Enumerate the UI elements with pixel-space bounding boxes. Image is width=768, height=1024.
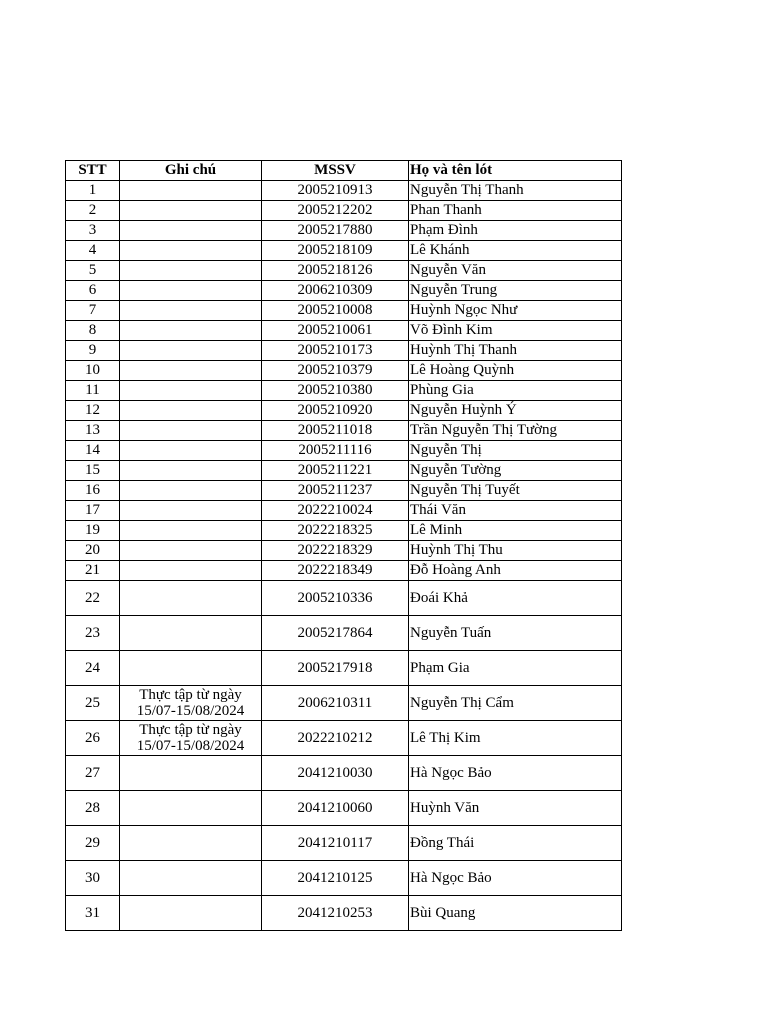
table-row bbox=[66, 616, 622, 651]
note-cell bbox=[120, 441, 262, 461]
mssv-cell: 2006210309 bbox=[262, 281, 409, 301]
header-name: Họ và tên lót bbox=[409, 161, 622, 181]
mssv-cell: 2005210380 bbox=[262, 381, 409, 401]
mssv-cell: 2005210008 bbox=[262, 301, 409, 321]
name-cell: Phùng Gia bbox=[409, 381, 622, 401]
table-row bbox=[66, 581, 622, 616]
name-cell: Nguyễn Thị Thanh bbox=[409, 181, 622, 201]
note-cell bbox=[120, 561, 262, 581]
mssv-cell: 2005210173 bbox=[262, 341, 409, 361]
name-cell: Nguyễn Thị Tuyết bbox=[409, 481, 622, 501]
mssv-cell: 2005210913 bbox=[262, 181, 409, 201]
stt-cell: 22 bbox=[66, 581, 120, 616]
mssv-cell: 2022218349 bbox=[262, 561, 409, 581]
mssv-cell: 2005217864 bbox=[262, 616, 409, 651]
name-cell: Phạm Đình bbox=[409, 221, 622, 241]
table-row bbox=[66, 261, 622, 281]
name-cell: Lê Hoàng Quỳnh bbox=[409, 361, 622, 381]
mssv-cell: 2041210253 bbox=[262, 896, 409, 931]
header-stt: STT bbox=[66, 161, 120, 181]
note-cell bbox=[120, 201, 262, 221]
table-row bbox=[66, 241, 622, 261]
note-cell bbox=[120, 616, 262, 651]
note-cell bbox=[120, 896, 262, 931]
stt-cell: 19 bbox=[66, 521, 120, 541]
stt-cell: 26 bbox=[66, 721, 120, 756]
header-mssv: MSSV bbox=[262, 161, 409, 181]
note-cell bbox=[120, 421, 262, 441]
note-cell bbox=[120, 826, 262, 861]
name-cell: Đỗ Hoàng Anh bbox=[409, 561, 622, 581]
table-row bbox=[66, 861, 622, 896]
note-cell bbox=[120, 381, 262, 401]
name-cell: Nguyễn Trung bbox=[409, 281, 622, 301]
stt-cell: 7 bbox=[66, 301, 120, 321]
table-row bbox=[66, 401, 622, 421]
mssv-cell: 2005210061 bbox=[262, 321, 409, 341]
name-cell: Nguyễn Văn bbox=[409, 261, 622, 281]
note-cell bbox=[120, 756, 262, 791]
stt-cell: 6 bbox=[66, 281, 120, 301]
mssv-cell: 2005210920 bbox=[262, 401, 409, 421]
mssv-cell: 2005217918 bbox=[262, 651, 409, 686]
table-row bbox=[66, 281, 622, 301]
mssv-cell: 2005218126 bbox=[262, 261, 409, 281]
stt-cell: 5 bbox=[66, 261, 120, 281]
table-row bbox=[66, 301, 622, 321]
mssv-cell: 2041210030 bbox=[262, 756, 409, 791]
name-cell: Trần Nguyễn Thị Tường bbox=[409, 421, 622, 441]
table-row bbox=[66, 441, 622, 461]
name-cell: Phạm Gia bbox=[409, 651, 622, 686]
stt-cell: 20 bbox=[66, 541, 120, 561]
name-cell: Huỳnh Ngọc Như bbox=[409, 301, 622, 321]
name-cell: Phan Thanh bbox=[409, 201, 622, 221]
stt-cell: 12 bbox=[66, 401, 120, 421]
name-cell: Thái Văn bbox=[409, 501, 622, 521]
mssv-cell: 2022210024 bbox=[262, 501, 409, 521]
stt-cell: 2 bbox=[66, 201, 120, 221]
note-cell bbox=[120, 521, 262, 541]
stt-cell: 24 bbox=[66, 651, 120, 686]
name-cell: Nguyễn Tuấn bbox=[409, 616, 622, 651]
stt-cell: 3 bbox=[66, 221, 120, 241]
table-row bbox=[66, 721, 622, 756]
mssv-cell: 2006210311 bbox=[262, 686, 409, 721]
table-row bbox=[66, 421, 622, 441]
stt-cell: 30 bbox=[66, 861, 120, 896]
stt-cell: 25 bbox=[66, 686, 120, 721]
note-cell bbox=[120, 861, 262, 896]
table-header bbox=[66, 161, 622, 181]
note-cell bbox=[120, 341, 262, 361]
mssv-cell: 2022210212 bbox=[262, 721, 409, 756]
name-cell: Đoái Khả bbox=[409, 581, 622, 616]
stt-cell: 27 bbox=[66, 756, 120, 791]
table-row bbox=[66, 201, 622, 221]
name-cell: Hà Ngọc Bảo bbox=[409, 756, 622, 791]
note-cell bbox=[120, 261, 262, 281]
table-row bbox=[66, 541, 622, 561]
name-cell: Huỳnh Thị Thu bbox=[409, 541, 622, 561]
name-cell: Lê Thị Kim bbox=[409, 721, 622, 756]
stt-cell: 17 bbox=[66, 501, 120, 521]
mssv-cell: 2005210379 bbox=[262, 361, 409, 381]
note-cell bbox=[120, 581, 262, 616]
table-row bbox=[66, 481, 622, 501]
table-row bbox=[66, 651, 622, 686]
mssv-cell: 2041210117 bbox=[262, 826, 409, 861]
name-cell: Bùi Quang bbox=[409, 896, 622, 931]
table-row bbox=[66, 361, 622, 381]
stt-cell: 21 bbox=[66, 561, 120, 581]
stt-cell: 29 bbox=[66, 826, 120, 861]
name-cell: Hà Ngọc Bảo bbox=[409, 861, 622, 896]
note-cell: Thực tập từ ngày 15/07-15/08/2024 bbox=[120, 721, 262, 756]
mssv-cell: 2041210060 bbox=[262, 791, 409, 826]
note-cell bbox=[120, 241, 262, 261]
mssv-cell: 2022218325 bbox=[262, 521, 409, 541]
table-body bbox=[66, 181, 622, 931]
note-cell bbox=[120, 321, 262, 341]
table-row bbox=[66, 381, 622, 401]
table-row bbox=[66, 501, 622, 521]
stt-cell: 1 bbox=[66, 181, 120, 201]
mssv-cell: 2005212202 bbox=[262, 201, 409, 221]
mssv-cell: 2005217880 bbox=[262, 221, 409, 241]
mssv-cell: 2005211221 bbox=[262, 461, 409, 481]
stt-cell: 4 bbox=[66, 241, 120, 261]
note-cell: Thực tập từ ngày 15/07-15/08/2024 bbox=[120, 686, 262, 721]
mssv-cell: 2041210125 bbox=[262, 861, 409, 896]
note-cell bbox=[120, 461, 262, 481]
name-cell: Lê Minh bbox=[409, 521, 622, 541]
stt-cell: 8 bbox=[66, 321, 120, 341]
stt-cell: 14 bbox=[66, 441, 120, 461]
student-table bbox=[65, 160, 622, 931]
mssv-cell: 2005211116 bbox=[262, 441, 409, 461]
name-cell: Nguyễn Thị bbox=[409, 441, 622, 461]
table-row bbox=[66, 686, 622, 721]
note-cell bbox=[120, 481, 262, 501]
name-cell: Nguyễn Huỳnh Ý bbox=[409, 401, 622, 421]
stt-cell: 11 bbox=[66, 381, 120, 401]
mssv-cell: 2022218329 bbox=[262, 541, 409, 561]
note-cell bbox=[120, 221, 262, 241]
table-row bbox=[66, 461, 622, 481]
stt-cell: 31 bbox=[66, 896, 120, 931]
table-row bbox=[66, 896, 622, 931]
table-row bbox=[66, 826, 622, 861]
name-cell: Huỳnh Văn bbox=[409, 791, 622, 826]
table-row bbox=[66, 321, 622, 341]
note-cell bbox=[120, 501, 262, 521]
stt-cell: 15 bbox=[66, 461, 120, 481]
mssv-cell: 2005210336 bbox=[262, 581, 409, 616]
stt-cell: 10 bbox=[66, 361, 120, 381]
table-row bbox=[66, 341, 622, 361]
table-row bbox=[66, 756, 622, 791]
table-row bbox=[66, 181, 622, 201]
name-cell: Nguyễn Thị Cẩm bbox=[409, 686, 622, 721]
note-cell bbox=[120, 791, 262, 826]
note-cell bbox=[120, 541, 262, 561]
stt-cell: 9 bbox=[66, 341, 120, 361]
name-cell: Võ Đình Kim bbox=[409, 321, 622, 341]
stt-cell: 13 bbox=[66, 421, 120, 441]
stt-cell: 16 bbox=[66, 481, 120, 501]
mssv-cell: 2005211237 bbox=[262, 481, 409, 501]
stt-cell: 23 bbox=[66, 616, 120, 651]
name-cell: Huỳnh Thị Thanh bbox=[409, 341, 622, 361]
table-row bbox=[66, 561, 622, 581]
header-note: Ghi chú bbox=[120, 161, 262, 181]
note-cell bbox=[120, 181, 262, 201]
note-cell bbox=[120, 361, 262, 381]
note-cell bbox=[120, 401, 262, 421]
table-row bbox=[66, 521, 622, 541]
table-row bbox=[66, 221, 622, 241]
note-cell bbox=[120, 281, 262, 301]
name-cell: Nguyễn Tường bbox=[409, 461, 622, 481]
table-row bbox=[66, 791, 622, 826]
stt-cell: 28 bbox=[66, 791, 120, 826]
header-row bbox=[66, 161, 622, 181]
mssv-cell: 2005211018 bbox=[262, 421, 409, 441]
note-cell bbox=[120, 301, 262, 321]
note-cell bbox=[120, 651, 262, 686]
name-cell: Lê Khánh bbox=[409, 241, 622, 261]
name-cell: Đồng Thái bbox=[409, 826, 622, 861]
mssv-cell: 2005218109 bbox=[262, 241, 409, 261]
